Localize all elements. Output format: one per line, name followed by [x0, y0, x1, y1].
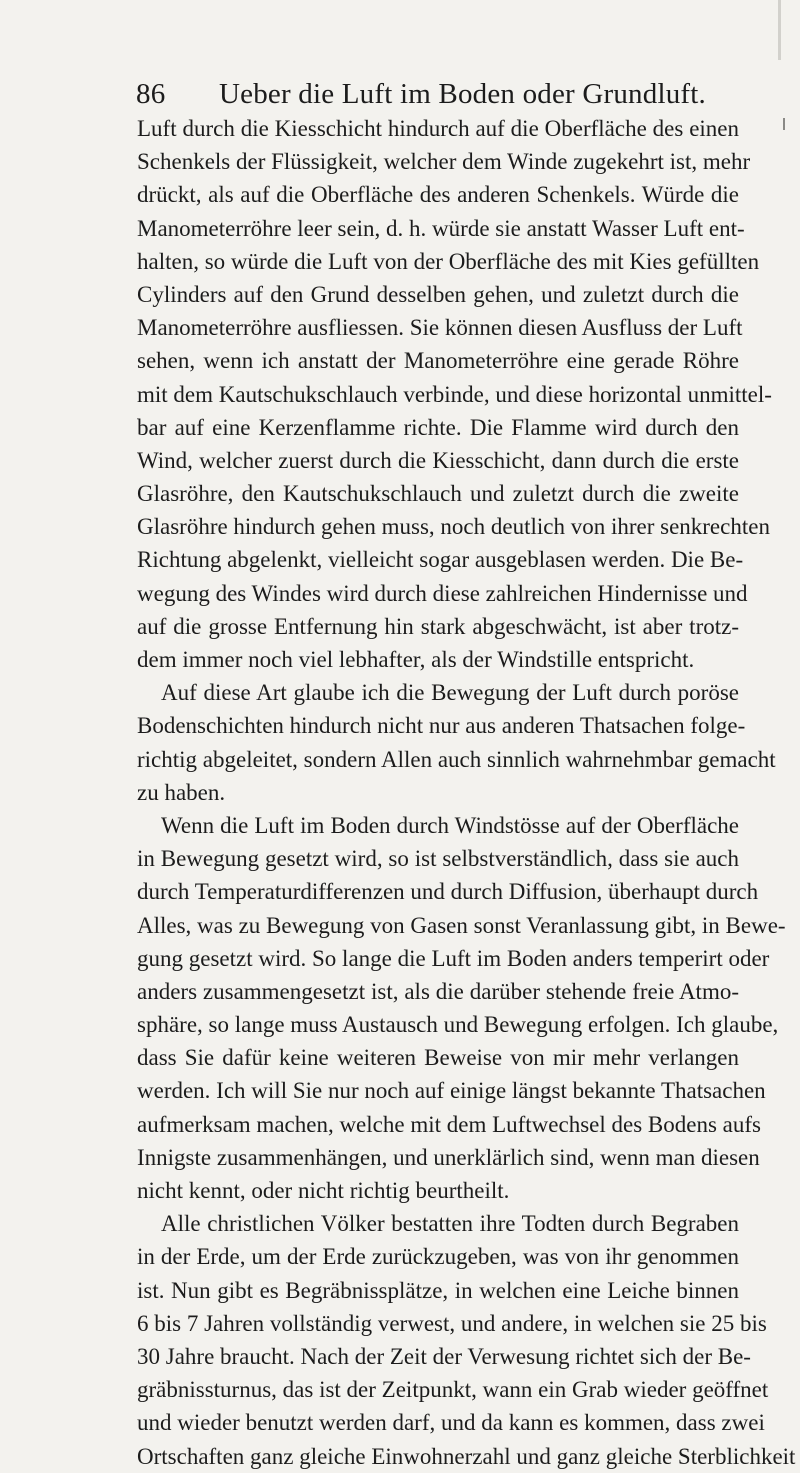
text-line: ist. Nun gibt es Begräbnissplätze, in welchen eine Leiche binnen: [137, 1277, 739, 1303]
page-number: 86: [136, 78, 166, 110]
paragraph-start-line: Auf diese Art glaube ich die Bewegung der Luft durch poröse: [161, 680, 739, 706]
text-line: nicht kennt, oder nicht richtig beurtheilt.: [137, 1178, 510, 1203]
text-line: richtig abgeleitet, sondern Allen auch sinnlich wahrnehmbar gemacht: [137, 746, 776, 772]
text-line: drückt, als auf die Oberfläche des anderen Schenkels. Würde die: [137, 182, 739, 208]
text-line: aufmerksam machen, welche mit dem Luftwechsel des Bodens aufs: [137, 1111, 761, 1137]
text-line: Luft durch die Kiesschicht hindurch auf die Oberfläche des einen: [137, 116, 739, 141]
text-line: dem immer noch viel lebhafter, als der Windstille entspricht.: [137, 647, 695, 672]
text-line: Alles, was zu Bewegung von Gasen sonst Veranlassung gibt, in Bewe-: [137, 912, 786, 938]
text-line: Bodenschichten hindurch nicht nur aus anderen Thatsachen folge-: [137, 713, 746, 739]
text-line: Glasröhre hindurch gehen muss, noch deutlich von ihrer senkrechten: [137, 514, 770, 540]
text-line: sehen, wenn ich anstatt der Manometerröhre eine gerade Röhre: [137, 348, 739, 374]
text-line: Cylinders auf den Grund desselben gehen, und zuletzt durch die: [137, 281, 739, 307]
text-line: bar auf eine Kerzenflamme richte. Die Flamme wird durch den: [137, 414, 739, 440]
paragraph-start-line: Wenn die Luft im Boden durch Windstösse auf der Oberfläche: [161, 812, 739, 838]
text-line: und wieder benutzt werden darf, und da kann es kommen, dass zwei: [137, 1410, 765, 1436]
text-line: Wind, welcher zuerst durch die Kiesschicht, dann durch die erste: [137, 447, 739, 473]
text-line: dass Sie dafür keine weiteren Beweise von mir mehr verlangen: [137, 1045, 739, 1071]
text-line: anders zusammengesetzt ist, als die darüber stehende freie Atmo-: [137, 978, 739, 1004]
text-line: Manometerröhre ausfliessen. Sie können diesen Ausfluss der Luft: [137, 315, 743, 341]
text-line: Schenkels der Flüssigkeit, welcher dem Winde zugekehrt ist, mehr: [137, 149, 751, 175]
running-head-title: Ueber die Luft im Boden oder Grundluft.: [219, 78, 706, 110]
text-line: Ortschaften ganz gleiche Einwohnerzahl und ganz gleiche Sterblichkeit: [137, 1443, 796, 1469]
text-line: gung gesetzt wird. So lange die Luft im Boden anders temperirt oder: [137, 945, 770, 971]
text-line: Manometerröhre leer sein, d. h. würde sie anstatt Wasser Luft ent-: [137, 215, 745, 241]
text-line: halten, so würde die Luft von der Oberfläche des mit Kies gefüllten: [137, 248, 760, 274]
running-head: [122, 74, 722, 114]
text-line: mit dem Kautschukschlauch verbinde, und diese horizontal unmittel-: [137, 381, 772, 407]
text-line: Richtung abgelenkt, vielleicht sogar ausgeblasen werden. Die Be-: [137, 547, 744, 573]
paragraph-start-line: Alle christlichen Völker bestatten ihre Todten durch Begraben: [161, 1211, 739, 1237]
text-line: zu haben.: [137, 779, 226, 805]
text-line: in der Erde, um der Erde zurückzugeben, was von ihr genommen: [137, 1244, 739, 1270]
text-line: werden. Ich will Sie nur noch auf einige längst bekannte Thatsachen: [137, 1078, 766, 1104]
text-line: durch Temperaturdifferenzen und durch Diffusion, überhaupt durch: [137, 879, 759, 905]
text-line: gräbnissturnus, das ist der Zeitpunkt, wann ein Grab wieder geöffnet: [137, 1377, 769, 1403]
text-line: wegung des Windes wird durch diese zahlreichen Hindernisse und: [137, 580, 748, 606]
page-edge-shadow: [778, 0, 781, 60]
margin-mark: [783, 118, 785, 130]
text-line: auf die grosse Entfernung hin stark abgeschwächt, ist aber trotz-: [137, 613, 739, 639]
text-line: 30 Jahre braucht. Nach der Zeit der Verwesung richtet sich der Be-: [137, 1343, 751, 1369]
text-line: Innigste zusammenhängen, und unerklärlich sind, wenn man diesen: [137, 1144, 760, 1170]
text-line: Glasröhre, den Kautschukschlauch und zuletzt durch die zweite: [137, 481, 739, 507]
text-line: in Bewegung gesetzt wird, so ist selbstverständlich, dass sie auch: [137, 846, 739, 872]
text-line: 6 bis 7 Jahren vollständig verwest, und andere, in welchen sie 25 bis: [137, 1310, 767, 1336]
body-text: [137, 112, 796, 1473]
text-line: sphäre, so lange muss Austausch und Bewegung erfolgen. Ich glaube,: [137, 1012, 779, 1038]
